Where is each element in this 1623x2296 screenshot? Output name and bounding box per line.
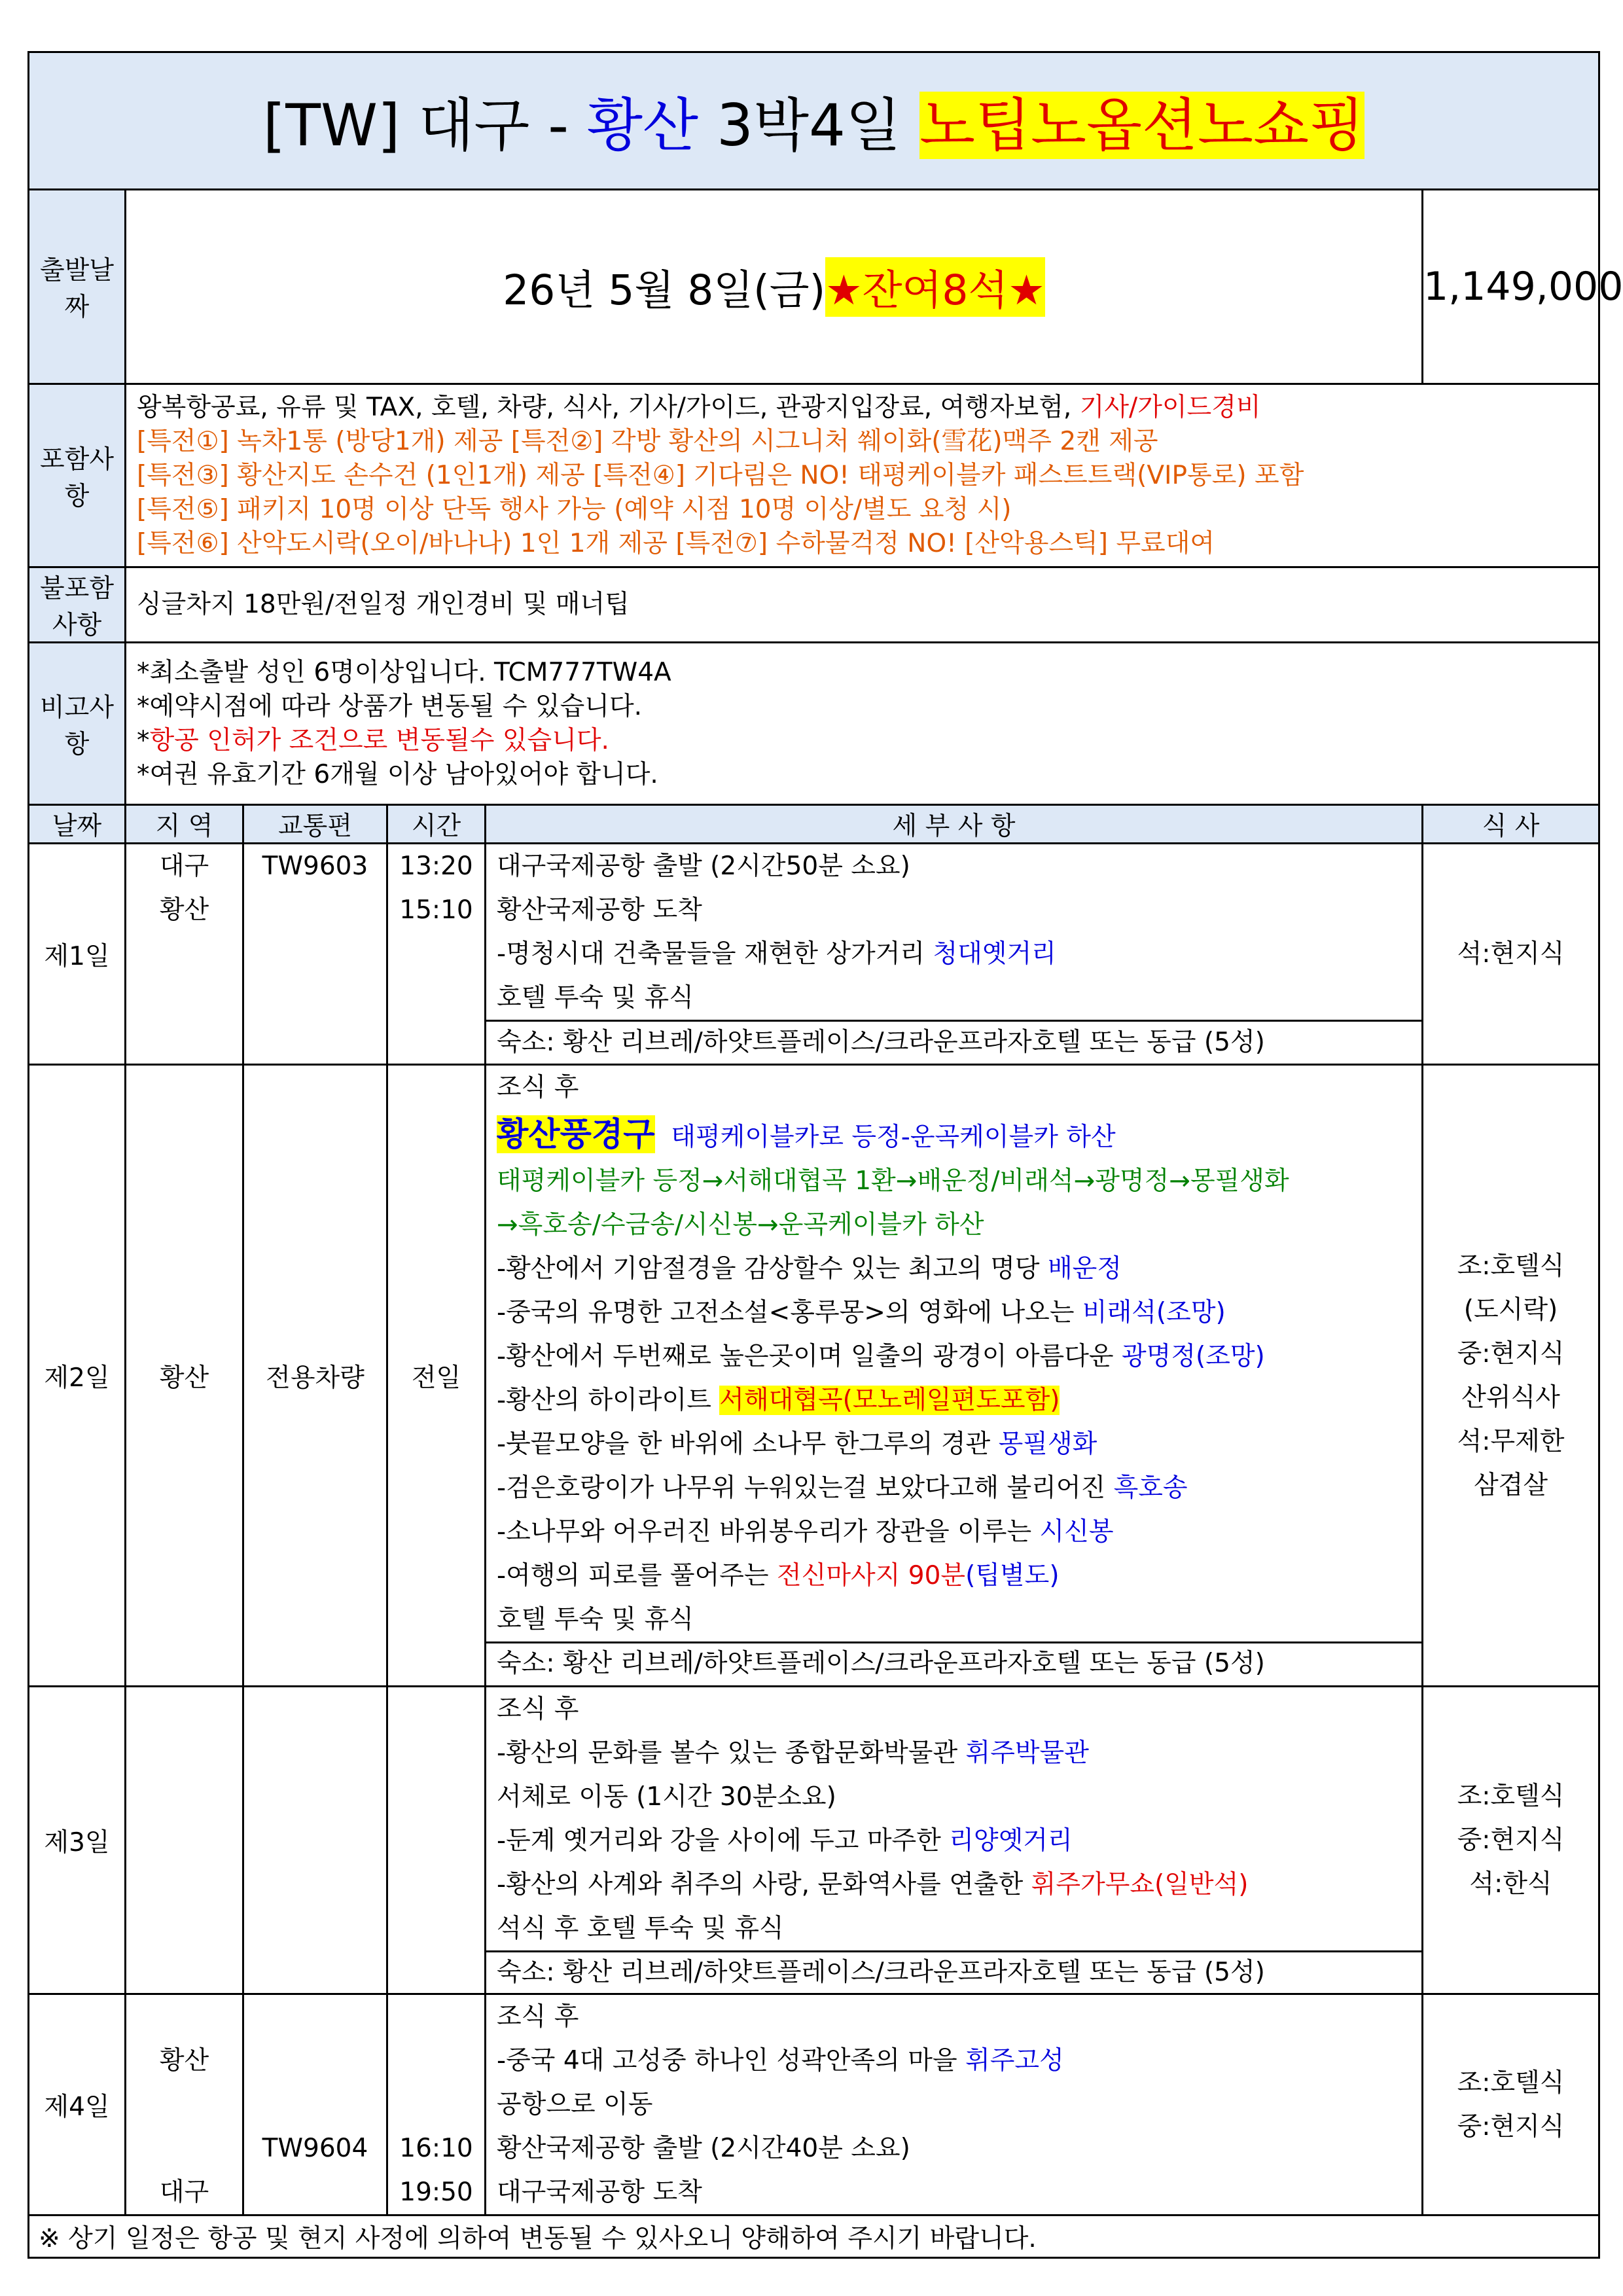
remark-3-star: * bbox=[137, 725, 150, 755]
day1-region-1: 대구 bbox=[159, 852, 209, 881]
day2-line-0: 조식 후 bbox=[497, 1073, 579, 1102]
day4-flight: TW9604 bbox=[262, 2134, 368, 2163]
day3-row bbox=[29, 1687, 1599, 1994]
excluded-content: 싱글차지 18만원/전일정 개인경비 및 매너팁 bbox=[126, 567, 1599, 643]
day4-line-3: 황산국제공항 출발 (2시간40분 소요) bbox=[497, 2134, 910, 2163]
day2-line-12: 호텔 투숙 및 휴식 bbox=[497, 1605, 694, 1634]
day1-time-1: 13:20 bbox=[399, 852, 473, 881]
day3-accommodation: 숙소: 황산 리브레/하얏트플레이스/크라운프라자호텔 또는 동급 (5성) bbox=[486, 1950, 1421, 1993]
remarks-content bbox=[126, 643, 1599, 805]
day2-line-10: -소나무와 어우러진 바위봉우리가 장관을 이루는 시신봉 bbox=[497, 1517, 1114, 1547]
day4-meal: 조:호텔식 중:현지식 bbox=[1423, 1994, 1599, 2215]
included-line2: [특전①] 녹차1통 (방당1개) 제공 [특전②] 각방 황산의 시그니처 쒜이화(雪花)맥주 2캔 제공 bbox=[137, 426, 1158, 456]
day4-time bbox=[387, 1994, 486, 2215]
included-line3: [특전③] 황산지도 손수건 (1인1개) 제공 [특전④] 기다림은 NO! 태평케이블카 패스트트랙(VIP통로) 포함 bbox=[137, 460, 1304, 490]
day1-line-3: -명청시대 건축물들을 재현한 상가거리 청대옛거리 bbox=[497, 939, 1056, 969]
day1-region bbox=[126, 844, 243, 1065]
itinerary-sheet bbox=[27, 51, 1623, 2259]
remark-3: 항공 인허가 조건으로 변동될수 있습니다. bbox=[149, 725, 609, 755]
day1-label: 제1일 bbox=[29, 844, 126, 1065]
day3-line-2: 서체로 이동 (1시간 30분소요) bbox=[497, 1782, 836, 1812]
day1-meal: 석:현지식 bbox=[1423, 844, 1599, 1065]
title-highlight: 노팁노옵션노쇼핑 bbox=[919, 91, 1365, 159]
day2-line-11: -여행의 피로를 풀어주는 전신마사지 90분(팁별도) bbox=[497, 1561, 1060, 1590]
day4-row bbox=[29, 1994, 1599, 2215]
day3-time bbox=[387, 1687, 486, 1994]
title-destination: 황산 bbox=[587, 91, 699, 159]
departure-row bbox=[29, 190, 1599, 384]
header-transport: 교통편 bbox=[243, 805, 387, 844]
day4-line-0: 조식 후 bbox=[497, 2002, 579, 2032]
day4-time-1: 16:10 bbox=[399, 2134, 473, 2163]
day4-region bbox=[126, 1994, 243, 2215]
day4-line-1: -중국 4대 고성중 하나인 성곽안족의 마을 휘주고성 bbox=[497, 2046, 1064, 2075]
day3-line-1: -황산의 문화를 볼수 있는 종합문화박물관 휘주박물관 bbox=[497, 1738, 1089, 1768]
day2-label: 제2일 bbox=[29, 1065, 126, 1687]
huangshan-scenic-title: 황산풍경구 bbox=[497, 1115, 655, 1153]
day3-line-0: 조식 후 bbox=[497, 1695, 579, 1724]
day1-detail bbox=[486, 844, 1423, 1065]
remark-4: *여권 유효기간 6개월 이상 남아있어야 합니다. bbox=[137, 759, 658, 789]
day3-detail bbox=[486, 1687, 1423, 1994]
day3-region bbox=[126, 1687, 243, 1994]
day1-line-4: 호텔 투숙 및 휴식 bbox=[497, 983, 694, 1013]
remarks-row bbox=[29, 643, 1599, 805]
day2-time: 전일 bbox=[387, 1065, 486, 1687]
price: 1,149,000 bbox=[1423, 190, 1599, 384]
day4-line-2: 공항으로 이동 bbox=[497, 2090, 653, 2119]
day2-line-9: -검은호랑이가 나무위 누워있는걸 보았다고해 불리어진 흑호송 bbox=[497, 1473, 1188, 1503]
seats-badge: ★잔여8석★ bbox=[825, 257, 1045, 317]
day1-line-2: 황산국제공항 도착 bbox=[497, 895, 702, 925]
day2-line-2: 태평케이블카 등정→서해대협곡 1환→배운정/비래석→광명정→몽필생화 bbox=[497, 1166, 1289, 1196]
day4-detail bbox=[486, 1994, 1423, 2215]
day1-flight: TW9603 bbox=[262, 852, 368, 881]
included-line4: [특전⑤] 패키지 10명 이상 단독 행사 가능 (예약 시점 10명 이상/별도 요청 시) bbox=[137, 494, 1012, 524]
title-duration: 3박4일 bbox=[698, 91, 920, 159]
remarks-label: 비고사항 bbox=[29, 643, 126, 805]
day1-row bbox=[29, 844, 1599, 1065]
excluded-row bbox=[29, 567, 1599, 643]
remark-2: *예약시점에 따라 상품가 변동될 수 있습니다. bbox=[137, 691, 643, 721]
day1-region-2: 황산 bbox=[159, 895, 209, 925]
remark-1: *최소출발 성인 6명이상입니다. TCM777TW4A bbox=[137, 657, 671, 687]
day1-accommodation: 숙소: 황산 리브레/하얏트플레이스/크라운프라자호텔 또는 동급 (5성) bbox=[486, 1020, 1421, 1064]
included-content bbox=[126, 384, 1599, 567]
day2-row bbox=[29, 1065, 1599, 1687]
header-date: 날짜 bbox=[29, 805, 126, 844]
departure-date-cell bbox=[126, 190, 1423, 384]
day2-line-5: -중국의 유명한 고전소설<홍루몽>의 영화에 나오는 비래석(조망) bbox=[497, 1298, 1226, 1327]
included-line5: [특전⑥] 산악도시락(오이/바나나) 1인 1개 제공 [특전⑦] 수하물걱정 NO! [산악용스틱] 무료대여 bbox=[137, 528, 1215, 558]
day2-line-3: →흑호송/수금송/시신봉→운곡케이블카 하산 bbox=[497, 1210, 984, 1240]
day3-line-3: -둔계 옛거리와 강을 사이에 두고 마주한 리양옛거리 bbox=[497, 1826, 1073, 1856]
day2-line-4: -황산에서 기암절경을 감상할수 있는 최고의 명당 배운정 bbox=[497, 1254, 1122, 1283]
header-region: 지 역 bbox=[126, 805, 243, 844]
departure-date: 26년 5월 8일(금) bbox=[503, 266, 826, 314]
departure-label: 출발날짜 bbox=[29, 190, 126, 384]
day3-line-4: -황산의 사계와 취주의 사랑, 문화역사를 연출한 휘주가무쇼(일반석) bbox=[497, 1870, 1249, 1899]
header-time: 시간 bbox=[387, 805, 486, 844]
excluded-label: 불포함사항 bbox=[29, 567, 126, 643]
day1-time bbox=[387, 844, 486, 1065]
day2-region: 황산 bbox=[126, 1065, 243, 1687]
day4-line-4: 대구국제공항 도착 bbox=[497, 2178, 702, 2207]
header-meal: 식 사 bbox=[1423, 805, 1599, 844]
page-title bbox=[29, 52, 1599, 190]
day2-line-6: -황산에서 두번째로 높은곳이며 일출의 광경이 아름다운 광명정(조망) bbox=[497, 1342, 1265, 1371]
included-label: 포함사항 bbox=[29, 384, 126, 567]
day1-line-1: 대구국제공항 출발 (2시간50분 소요) bbox=[497, 852, 910, 881]
day4-region-2: 대구 bbox=[159, 2178, 209, 2207]
title-row bbox=[29, 52, 1599, 190]
day1-time-2: 15:10 bbox=[399, 895, 473, 925]
included-line1: 왕복항공료, 유류 및 TAX, 호텔, 차량, 식사, 기사/가이드, 관광지입장료, 여행자보험, bbox=[137, 392, 1080, 422]
included-row bbox=[29, 384, 1599, 567]
day4-time-2: 19:50 bbox=[399, 2178, 473, 2207]
day2-accommodation: 숙소: 황산 리브레/하얏트플레이스/크라운프라자호텔 또는 동급 (5성) bbox=[486, 1641, 1421, 1684]
footer-note: ※ 상기 일정은 항공 및 현지 사정에 의하여 변동될 수 있사오니 양해하여 주시기 바랍니다. bbox=[29, 2215, 1599, 2258]
schedule-header bbox=[29, 805, 1599, 844]
day2-line-8: -붓끝모양을 한 바위에 소나무 한그루의 경관 몽필생화 bbox=[497, 1429, 1097, 1459]
day2-transport: 전용차량 bbox=[243, 1065, 387, 1687]
title-prefix: [TW] 대구 - bbox=[262, 91, 588, 159]
day2-line-1: 황산풍경구 태평케이블카로 등정-운곡케이블카 하산 bbox=[497, 1115, 1116, 1153]
day3-transport bbox=[243, 1687, 387, 1994]
day4-transport bbox=[243, 1994, 387, 2215]
day1-transport bbox=[243, 844, 387, 1065]
included-line1-red: 기사/가이드경비 bbox=[1079, 392, 1261, 422]
day2-line-7: -황산의 하이라이트 서해대협곡(모노레일편도포함) bbox=[497, 1386, 1060, 1415]
day3-meal: 조:호텔식 중:현지식 석:한식 bbox=[1423, 1687, 1599, 1994]
header-detail: 세 부 사 항 bbox=[486, 805, 1423, 844]
day4-region-1: 황산 bbox=[159, 2046, 209, 2075]
itinerary-table bbox=[27, 51, 1623, 2259]
day2-meal: 조:호텔식 (도시락) 중:현지식 산위식사 석:무제한 삼겹살 bbox=[1423, 1065, 1599, 1687]
day3-line-5: 석식 후 호텔 투숙 및 휴식 bbox=[497, 1914, 784, 1943]
day4-label: 제4일 bbox=[29, 1994, 126, 2215]
day2-detail bbox=[486, 1065, 1423, 1687]
day3-label: 제3일 bbox=[29, 1687, 126, 1994]
footer-row bbox=[29, 2215, 1599, 2258]
